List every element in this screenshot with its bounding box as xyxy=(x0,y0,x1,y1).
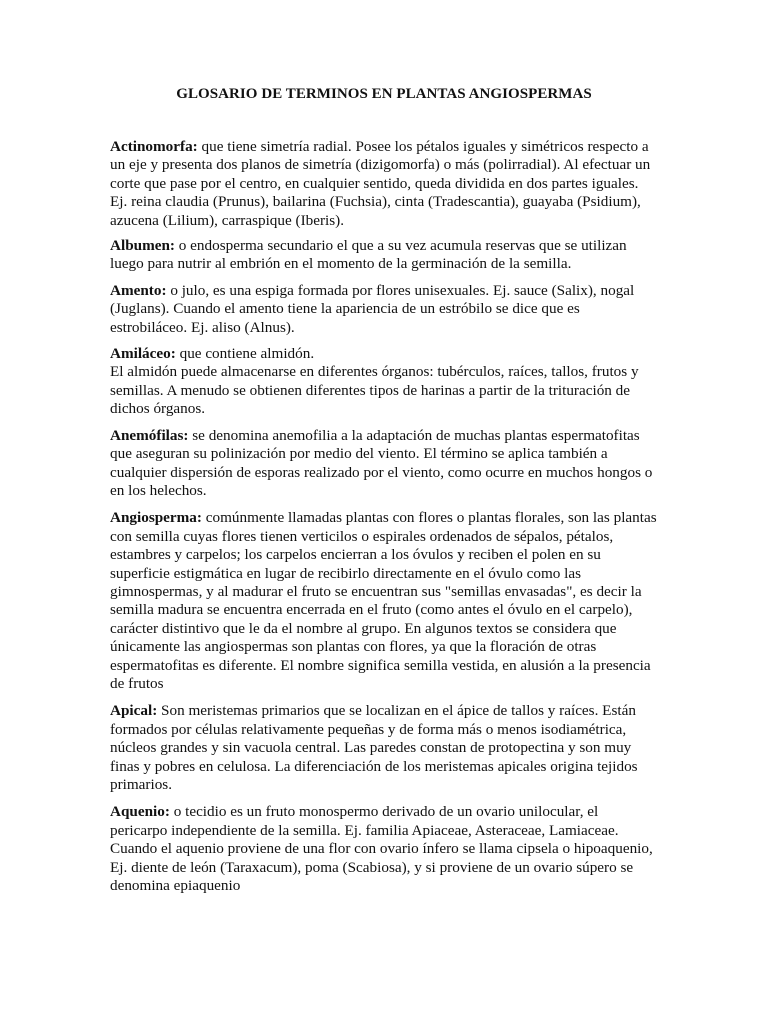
glossary-entry-amilaceo xyxy=(110,345,658,419)
term-definition: o julo, es una espiga formada por flores unisexuales. Ej. sauce (Salix), nogal (Juglans). Cuando el amento tiene la apariencia de un estróbilo se dice que es estrobiláceo. Ej. aliso (Alnus). xyxy=(110,281,635,336)
term-label: Albumen: xyxy=(110,237,175,255)
glossary-entry-actinomorfa xyxy=(110,138,658,230)
term-definition: que contiene almidón. xyxy=(175,345,315,363)
glossary-entry-aquenio xyxy=(110,803,658,895)
term-label: Aquenio: xyxy=(110,803,170,821)
term-label: Amento: xyxy=(110,281,167,299)
term-definition: comúnmente llamadas plantas con flores o plantas florales, son las plantas con semilla cuyas flores tienen verticilos o espirales ordenados de sépalos, pétalos, estambres y carpelos; los carpelos encierran a los óvulos y reciben el polen en su superficie estigmática en lugar de recibirlo directamente en el óvulo como las gimnospermas, y al madurar el fruto se encuentran sus "semillas envasadas", es decir la semilla madura se encuentra encerrada en el fruto (como antes el óvulo en el carpelo), carácter distintivo que le da el nombre al grupo. En algunos textos se considera que únicamente las angiospermas son plantas con flores, ya que la floración de otras espermatofitas es diferente. El nombre significa semilla vestida, en alusión a la presencia de frutos xyxy=(110,509,657,692)
term-label: Apical: xyxy=(110,702,158,720)
term-definition: que tiene simetría radial. Posee los pétalos iguales y simétricos respecto a un eje y presenta dos planos de simetría (dizigomorfa) o más (polirradial). Al efectuar un corte que pase por el centro, en cualquier sentido, queda dividida en dos partes iguales. Ej. reina claudia (Prunus), bailarina (Fuchsia), cinta (Tradescantia), guayaba (Psidium), azucena (Lilium), carraspique (Iberis). xyxy=(110,138,651,229)
term-definition: se denomina anemofilia a la adaptación de muchas plantas espermatofitas que aseguran su polinización por medio del viento. El término se aplica también a cualquier dispersión de esporas realizado por el viento, como ocurre en muchos hongos o en los helechos. xyxy=(110,426,653,499)
glossary-entry-albumen xyxy=(110,237,658,274)
term-extra-text: El almidón puede almacenarse en diferentes órganos: tubérculos, raíces, tallos, frutos y semillas. A menudo se obtienen diferentes tipos de harinas a partir de la trituración de dichos órganos. xyxy=(110,363,639,418)
glossary-entry-angiosperma xyxy=(110,509,658,693)
glossary-entry-amento xyxy=(110,282,658,337)
term-definition: o endosperma secundario el que a su vez acumula reservas que se utilizan luego para nutrir al embrión en el momento de la germinación de la semilla. xyxy=(110,237,627,273)
term-definition: Son meristemas primarios que se localizan en el ápice de tallos y raíces. Están formados por células relativamente pequeñas y de forma más o menos isodiamétrica, núcleos grandes y sin vacuola central. Las paredes constan de protopectina y son muy finas y pobres en celulosa. La diferenciación de los meristemas apicales origina tejidos primarios. xyxy=(110,702,638,793)
glossary-entry-apical xyxy=(110,702,658,794)
term-label: Actinomorfa: xyxy=(110,138,198,155)
glossary-body xyxy=(110,138,658,895)
term-label: Amiláceo: xyxy=(110,345,176,363)
glossary-entry-anemofilas xyxy=(110,427,658,501)
page-title: GLOSARIO DE TERMINOS EN PLANTAS ANGIOSPERMAS xyxy=(176,86,592,102)
term-definition: o tecidio es un fruto monospermo derivado de un ovario unilocular, el pericarpo independiente de la semilla. Ej. familia Apiaceae, Asteraceae, Lamiaceae. Cuando el aquenio proviene de una flor con ovario ínfero se llama cipsela o hipoaquenio, Ej. diente de león (Taraxacum), poma (Scabiosa), y si proviene de un ovario súpero se denomina epiaquenio xyxy=(110,803,653,895)
term-label: Angiosperma: xyxy=(110,509,202,527)
term-label: Anemófilas: xyxy=(110,426,189,444)
